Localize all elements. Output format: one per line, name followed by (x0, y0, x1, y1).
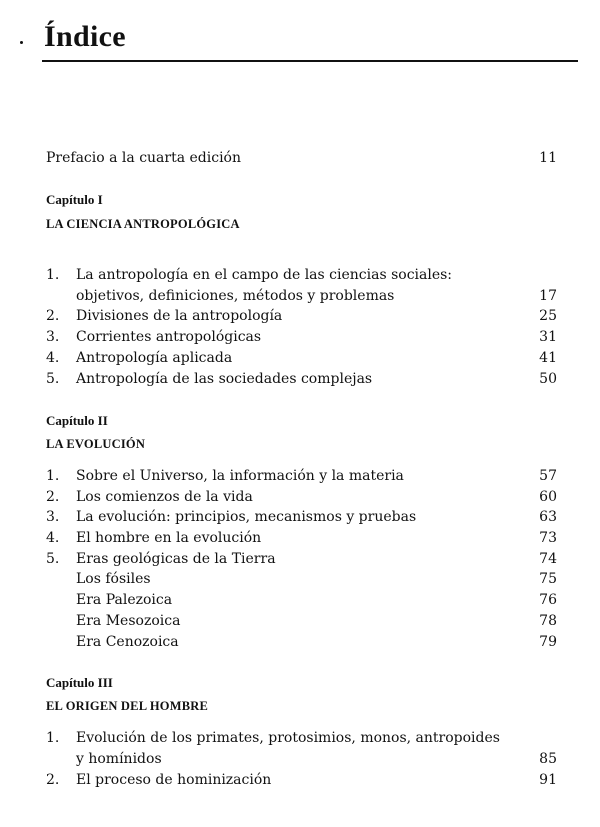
entry-text: La evolución: principios, mecanismos y pruebas (76, 509, 417, 525)
page-title: Índice (44, 20, 126, 53)
entry-page: 25 (539, 308, 557, 324)
subentry-text: Era Palezoica (76, 592, 173, 608)
entry-page: 74 (539, 551, 557, 567)
entry-number: 3. (46, 509, 60, 525)
entry-page: 76 (539, 592, 557, 608)
entry-page: 60 (539, 489, 557, 505)
chapter-3-title: EL ORIGEN DEL HOMBRE (46, 699, 209, 713)
entry-text: Antropología de las sociedades complejas (76, 371, 373, 387)
subentry-text: Los fósiles (76, 571, 151, 587)
subentry-text: Era Mesozoica (76, 613, 181, 629)
entry-page: 85 (539, 751, 557, 767)
entry-number: 3. (46, 329, 60, 345)
entry-number: 1. (46, 267, 60, 283)
entry-number: 1. (46, 730, 60, 746)
entry-page: 50 (539, 371, 557, 387)
chapter-2-label: Capítulo II (46, 413, 108, 428)
entry-text: Sobre el Universo, la información y la materia (76, 468, 404, 484)
entry-number: 4. (46, 350, 60, 366)
entry-text: La antropología en el campo de las ciencias sociales: (76, 267, 453, 283)
entry-page: 17 (539, 288, 557, 304)
chapter-3-label: Capítulo III (46, 675, 113, 690)
entry-page: 31 (539, 329, 557, 345)
entry-text: Eras geológicas de la Tierra (76, 551, 276, 567)
entry-number: 2. (46, 489, 60, 505)
entry-number: 2. (46, 308, 60, 324)
chapter-1-title: LA CIENCIA ANTROPOLÓGICA (46, 217, 240, 231)
entry-page: 11 (539, 150, 557, 166)
entry-page: 63 (539, 509, 557, 525)
chapter-2-title: LA EVOLUCIÓN (46, 437, 146, 451)
entry-text-cont: objetivos, definiciones, métodos y problemas (76, 288, 395, 304)
entry-page: 41 (539, 350, 557, 366)
entry-text: Corrientes antropológicas (76, 329, 262, 345)
chapter-1-label: Capítulo I (46, 192, 103, 207)
entry-text: El hombre en la evolución (76, 530, 262, 546)
entry-page: 91 (539, 772, 557, 788)
entry-text: Prefacio a la cuarta edición (46, 150, 242, 166)
entry-page: 57 (539, 468, 557, 484)
entry-number: 2. (46, 772, 60, 788)
entry-page: 73 (539, 530, 557, 546)
title-rule (42, 60, 578, 62)
entry-number: 5. (46, 371, 60, 387)
entry-text: El proceso de hominización (76, 772, 272, 788)
entry-page: 79 (539, 634, 557, 650)
entry-page: 78 (539, 613, 557, 629)
entry-number: 1. (46, 468, 60, 484)
entry-number: 4. (46, 530, 60, 546)
entry-text: Evolución de los primates, protosimios, monos, antropoides (76, 730, 500, 746)
entry-page: 75 (539, 571, 557, 587)
entry-text: Los comienzos de la vida (76, 489, 253, 505)
entry-text: Antropología aplicada (76, 350, 233, 366)
entry-number: 5. (46, 551, 60, 567)
entry-text: Divisiones de la antropología (76, 308, 283, 324)
entry-text-cont: y homínidos (76, 751, 162, 767)
subentry-text: Era Cenozoica (76, 634, 179, 650)
margin-dot (20, 41, 23, 44)
